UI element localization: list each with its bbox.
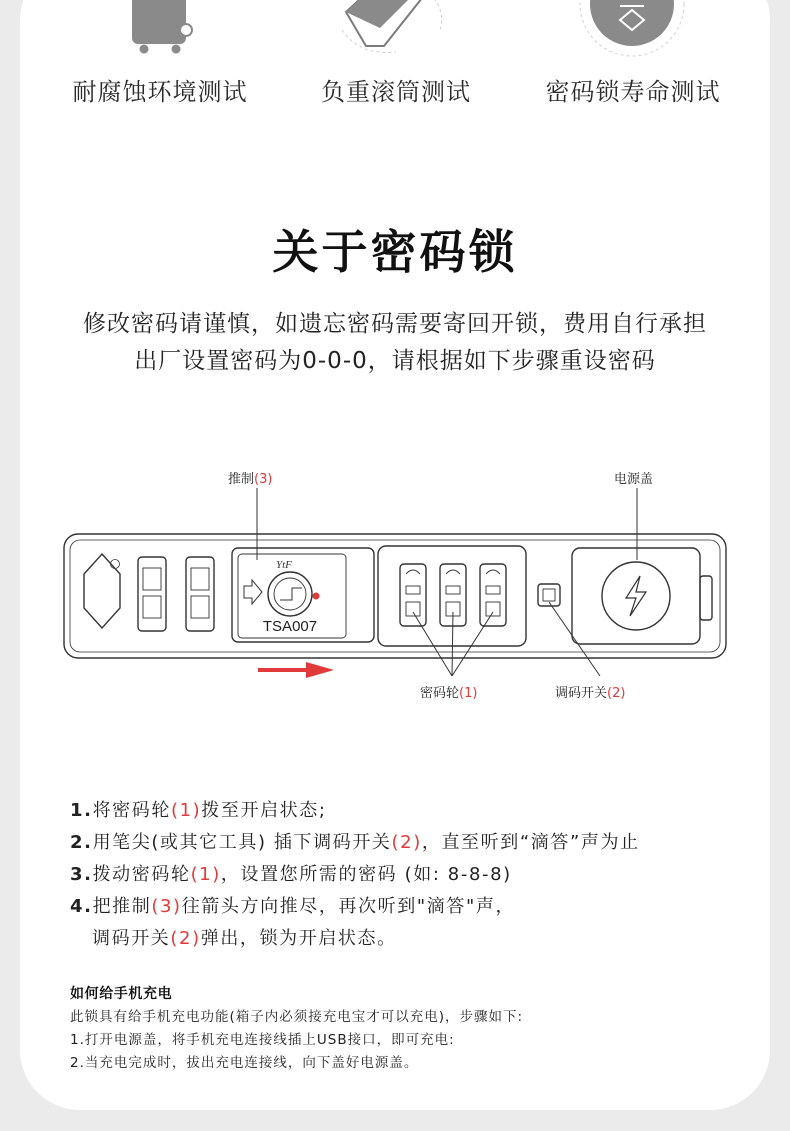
- step-4: 4.把推制(3)往箭头方向推尽，再次听到"滴答"声，: [70, 896, 516, 917]
- code-wheel-3: [480, 564, 506, 626]
- charging-title: 如何给手机充电: [70, 986, 173, 1002]
- intro-line-2: 出厂设置密码为0-0-0，请根据如下步骤重设密码: [134, 348, 656, 374]
- hexagon-icon: [84, 554, 120, 628]
- callout-power: 电源盖: [614, 472, 654, 487]
- push-direction-arrow: [258, 662, 334, 678]
- luggage-icon: [132, 0, 192, 54]
- step-4-cont: 调码开关(2)弹出，锁为开启状态。: [92, 928, 397, 949]
- lightning-icon: [626, 576, 646, 616]
- tsa-label: TSA007: [262, 618, 318, 635]
- callout-switch: 调码开关(2): [555, 686, 626, 701]
- step-1: 1.将密码轮(1)拨至开启状态;: [70, 800, 327, 821]
- lock-life-icon: [580, 0, 684, 56]
- code-wheel-1: [400, 564, 426, 626]
- brand-logo: YtF: [276, 559, 292, 571]
- test-label-roller: 负重滚筒测试: [321, 78, 471, 106]
- lock-diagram: [0, 440, 790, 720]
- section-title: 关于密码锁: [272, 225, 518, 279]
- keyhole-icon: [268, 572, 312, 616]
- charging-line-3: 2.当充电完成时，拔出充电连接线，向下盖好电源盖。: [70, 1055, 419, 1071]
- roller-icon: [342, 0, 442, 53]
- step-3: 3.拨动密码轮(1)，设置您所需的密码 (如: 8-8-8): [70, 864, 512, 885]
- callout-wheel: 密码轮(1): [420, 686, 478, 701]
- charging-line-1: 此锁具有给手机充电功能(箱子内必须接充电宝才可以充电)，步骤如下:: [70, 1009, 524, 1025]
- charging-line-2: 1.打开电源盖，将手机充电连接线插上USB接口，即可充电:: [70, 1032, 455, 1048]
- test-label-corrosion: 耐腐蚀环境测试: [72, 78, 248, 106]
- test-label-lock-life: 密码锁寿命测试: [545, 78, 721, 106]
- intro-line-1: 修改密码请谨慎，如遗忘密码需要寄回开锁，费用自行承担: [83, 311, 707, 337]
- arrow-right-icon: [244, 580, 262, 604]
- test-icons-row: [0, 0, 790, 60]
- callout-push: 推制(3): [228, 472, 273, 487]
- step-2: 2.用笔尖(或其它工具) 插下调码开关(2)，直至听到“滴答”声为止: [70, 832, 640, 853]
